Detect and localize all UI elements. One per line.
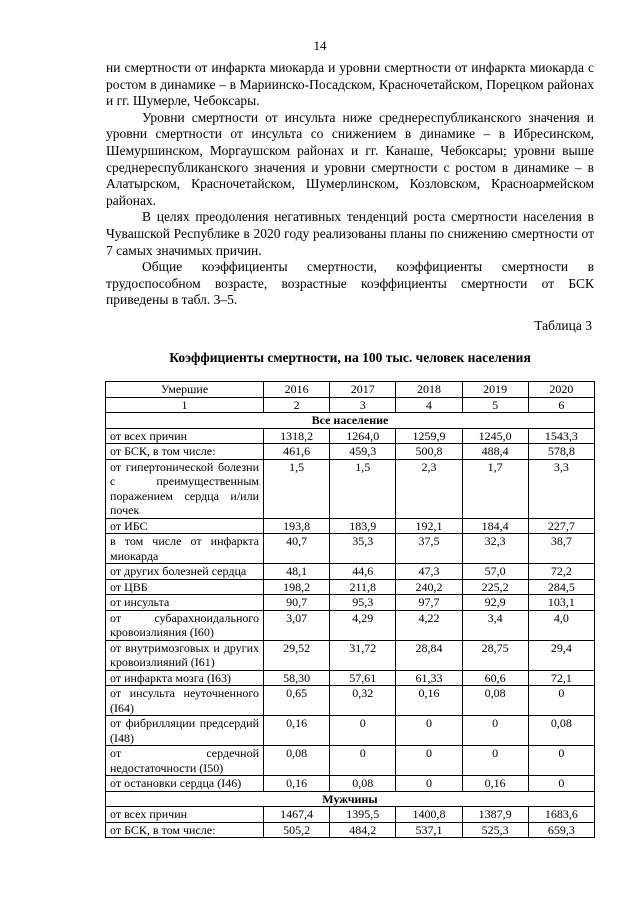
value-cell: 31,72 <box>330 640 396 670</box>
table-row <box>106 579 595 595</box>
row-label: от внутримозговых и других кровоизлияний (I61) <box>106 640 264 670</box>
header-cell: 2 <box>264 397 330 413</box>
body-text <box>106 60 594 309</box>
value-cell: 1400,8 <box>396 807 462 823</box>
value-cell: 0 <box>528 686 594 716</box>
header-cell: 2019 <box>462 382 528 398</box>
row-label: от БСК, в том числе: <box>106 444 264 460</box>
value-cell: 92,9 <box>462 595 528 611</box>
section-title: Мужчины <box>106 791 595 807</box>
value-cell: 0,16 <box>396 686 462 716</box>
value-cell: 500,8 <box>396 444 462 460</box>
value-cell: 72,1 <box>528 670 594 686</box>
table-row <box>106 428 595 444</box>
value-cell: 47,3 <box>396 564 462 580</box>
value-cell: 1395,5 <box>330 807 396 823</box>
value-cell: 240,2 <box>396 579 462 595</box>
table-row <box>106 610 595 640</box>
value-cell: 48,1 <box>264 564 330 580</box>
value-cell: 0 <box>462 716 528 746</box>
value-cell: 58,30 <box>264 670 330 686</box>
mortality-table <box>105 381 595 838</box>
section-men <box>106 791 595 807</box>
value-cell: 659,3 <box>528 822 594 838</box>
column-number-row <box>106 397 595 413</box>
value-cell: 3,07 <box>264 610 330 640</box>
row-label: от всех причин <box>106 807 264 823</box>
table-row <box>106 686 595 716</box>
row-label: от остановки сердца (I46) <box>106 776 264 792</box>
value-cell: 4,0 <box>528 610 594 640</box>
value-cell: 0 <box>528 776 594 792</box>
value-cell: 1,7 <box>462 459 528 518</box>
value-cell: 40,7 <box>264 534 330 564</box>
value-cell: 0 <box>330 746 396 776</box>
value-cell: 459,3 <box>330 444 396 460</box>
value-cell: 61,33 <box>396 670 462 686</box>
value-cell: 198,2 <box>264 579 330 595</box>
value-cell: 35,3 <box>330 534 396 564</box>
section-all-population <box>106 413 595 429</box>
value-cell: 4,22 <box>396 610 462 640</box>
value-cell: 0,32 <box>330 686 396 716</box>
value-cell: 211,8 <box>330 579 396 595</box>
row-label: от ЦВБ <box>106 579 264 595</box>
value-cell: 29,4 <box>528 640 594 670</box>
header-cell: Умершие <box>106 382 264 398</box>
value-cell: 1543,3 <box>528 428 594 444</box>
value-cell: 0 <box>396 716 462 746</box>
paragraph-4: Общие коэффициенты смертности, коэффициенты смертности в трудоспособном возрасте, возрастные коэффициенты смертности от БСК приведены в табл. 3–5. <box>106 259 594 308</box>
table-row <box>106 716 595 746</box>
value-cell: 1259,9 <box>396 428 462 444</box>
value-cell: 0 <box>396 776 462 792</box>
row-label: от ИБС <box>106 518 264 534</box>
value-cell: 72,2 <box>528 564 594 580</box>
row-label: от других болезней сердца <box>106 564 264 580</box>
value-cell: 184,4 <box>462 518 528 534</box>
paragraph-2: Уровни смертности от инсульта ниже среднереспубликанского значения и уровни смертности от инсульта со снижением в динамике – в Ибресинском, Шемуршинском, Моргаушском районах и гг. Канаше, Чебоксары; уровни выше среднереспубликанского значения и уровни смертности с ростом в динамике – в Алатырском, Красночетайском, Шумерлинском, Козловском, Красноармейском районах. <box>106 109 594 208</box>
header-cell: 2016 <box>264 382 330 398</box>
header-cell: 4 <box>396 397 462 413</box>
value-cell: 227,7 <box>528 518 594 534</box>
value-cell: 1245,0 <box>462 428 528 444</box>
value-cell: 57,61 <box>330 670 396 686</box>
value-cell: 0,08 <box>330 776 396 792</box>
value-cell: 0 <box>462 746 528 776</box>
header-cell: 1 <box>106 397 264 413</box>
row-label: от гипертонической болезни с преимущественным поражением сердца и/или почек <box>106 459 264 518</box>
table-row <box>106 444 595 460</box>
value-cell: 0 <box>528 746 594 776</box>
header-row <box>106 382 595 398</box>
row-label: от инсульта неуточненного (I64) <box>106 686 264 716</box>
value-cell: 1683,6 <box>528 807 594 823</box>
table-row <box>106 459 595 518</box>
value-cell: 284,5 <box>528 579 594 595</box>
value-cell: 57,0 <box>462 564 528 580</box>
value-cell: 0,08 <box>264 746 330 776</box>
value-cell: 0,65 <box>264 686 330 716</box>
value-cell: 4,29 <box>330 610 396 640</box>
row-label: от инфаркта мозга (I63) <box>106 670 264 686</box>
table-row <box>106 518 595 534</box>
value-cell: 0,08 <box>528 716 594 746</box>
page-number: 14 <box>313 38 327 53</box>
header-cell: 2020 <box>528 382 594 398</box>
value-cell: 0 <box>396 746 462 776</box>
value-cell: 95,3 <box>330 595 396 611</box>
value-cell: 578,8 <box>528 444 594 460</box>
header-cell: 2017 <box>330 382 396 398</box>
table-row <box>106 670 595 686</box>
table-row <box>106 807 595 823</box>
header-cell: 6 <box>528 397 594 413</box>
table-row <box>106 564 595 580</box>
value-cell: 0,16 <box>462 776 528 792</box>
header-cell: 2018 <box>396 382 462 398</box>
table-row <box>106 640 595 670</box>
value-cell: 2,3 <box>396 459 462 518</box>
row-label: от субарахноидального кровоизлияния (I60) <box>106 610 264 640</box>
value-cell: 28,75 <box>462 640 528 670</box>
table-label: Таблица 3 <box>534 318 592 333</box>
value-cell: 525,3 <box>462 822 528 838</box>
value-cell: 0,16 <box>264 716 330 746</box>
value-cell: 225,2 <box>462 579 528 595</box>
value-cell: 38,7 <box>528 534 594 564</box>
table-row <box>106 746 595 776</box>
header-cell: 3 <box>330 397 396 413</box>
row-label: от БСК, в том числе: <box>106 822 264 838</box>
value-cell: 1387,9 <box>462 807 528 823</box>
value-cell: 97,7 <box>396 595 462 611</box>
value-cell: 484,2 <box>330 822 396 838</box>
row-label: от всех причин <box>106 428 264 444</box>
value-cell: 90,7 <box>264 595 330 611</box>
value-cell: 3,3 <box>528 459 594 518</box>
value-cell: 461,6 <box>264 444 330 460</box>
value-cell: 1,5 <box>330 459 396 518</box>
value-cell: 192,1 <box>396 518 462 534</box>
value-cell: 0 <box>330 716 396 746</box>
value-cell: 103,1 <box>528 595 594 611</box>
value-cell: 505,2 <box>264 822 330 838</box>
value-cell: 37,5 <box>396 534 462 564</box>
header-cell: 5 <box>462 397 528 413</box>
value-cell: 60,6 <box>462 670 528 686</box>
table-title: Коэффициенты смертности, на 100 тыс. человек населения <box>169 350 531 365</box>
table-body <box>106 382 595 838</box>
paragraph-1: ни смертности от инфаркта миокарда и уровни смертности от инфаркта миокарда с ростом в динамике – в Мариинско-Посадском, Красночетайском, Порецком районах и гг. Шумерле, Чебоксары. <box>106 60 594 109</box>
value-cell: 28,84 <box>396 640 462 670</box>
value-cell: 29,52 <box>264 640 330 670</box>
row-label: от сердечной недостаточности (I50) <box>106 746 264 776</box>
section-title: Все население <box>106 413 595 429</box>
paragraph-3: В целях преодоления негативных тенденций роста смертности населения в Чувашской Республике в 2020 году реализованы планы по снижению смертности от 7 самых значимых причин. <box>106 209 594 258</box>
value-cell: 488,4 <box>462 444 528 460</box>
value-cell: 0,16 <box>264 776 330 792</box>
value-cell: 1318,2 <box>264 428 330 444</box>
value-cell: 1264,0 <box>330 428 396 444</box>
table-row <box>106 534 595 564</box>
table-row <box>106 776 595 792</box>
value-cell: 1467,4 <box>264 807 330 823</box>
value-cell: 1,5 <box>264 459 330 518</box>
row-label: в том числе от инфаркта миокарда <box>106 534 264 564</box>
value-cell: 3,4 <box>462 610 528 640</box>
value-cell: 193,8 <box>264 518 330 534</box>
table-row <box>106 595 595 611</box>
value-cell: 32,3 <box>462 534 528 564</box>
row-label: от инсульта <box>106 595 264 611</box>
value-cell: 537,1 <box>396 822 462 838</box>
value-cell: 183,9 <box>330 518 396 534</box>
value-cell: 44,6 <box>330 564 396 580</box>
table-row <box>106 822 595 838</box>
value-cell: 0,08 <box>462 686 528 716</box>
row-label: от фибрилляции предсердий (I48) <box>106 716 264 746</box>
